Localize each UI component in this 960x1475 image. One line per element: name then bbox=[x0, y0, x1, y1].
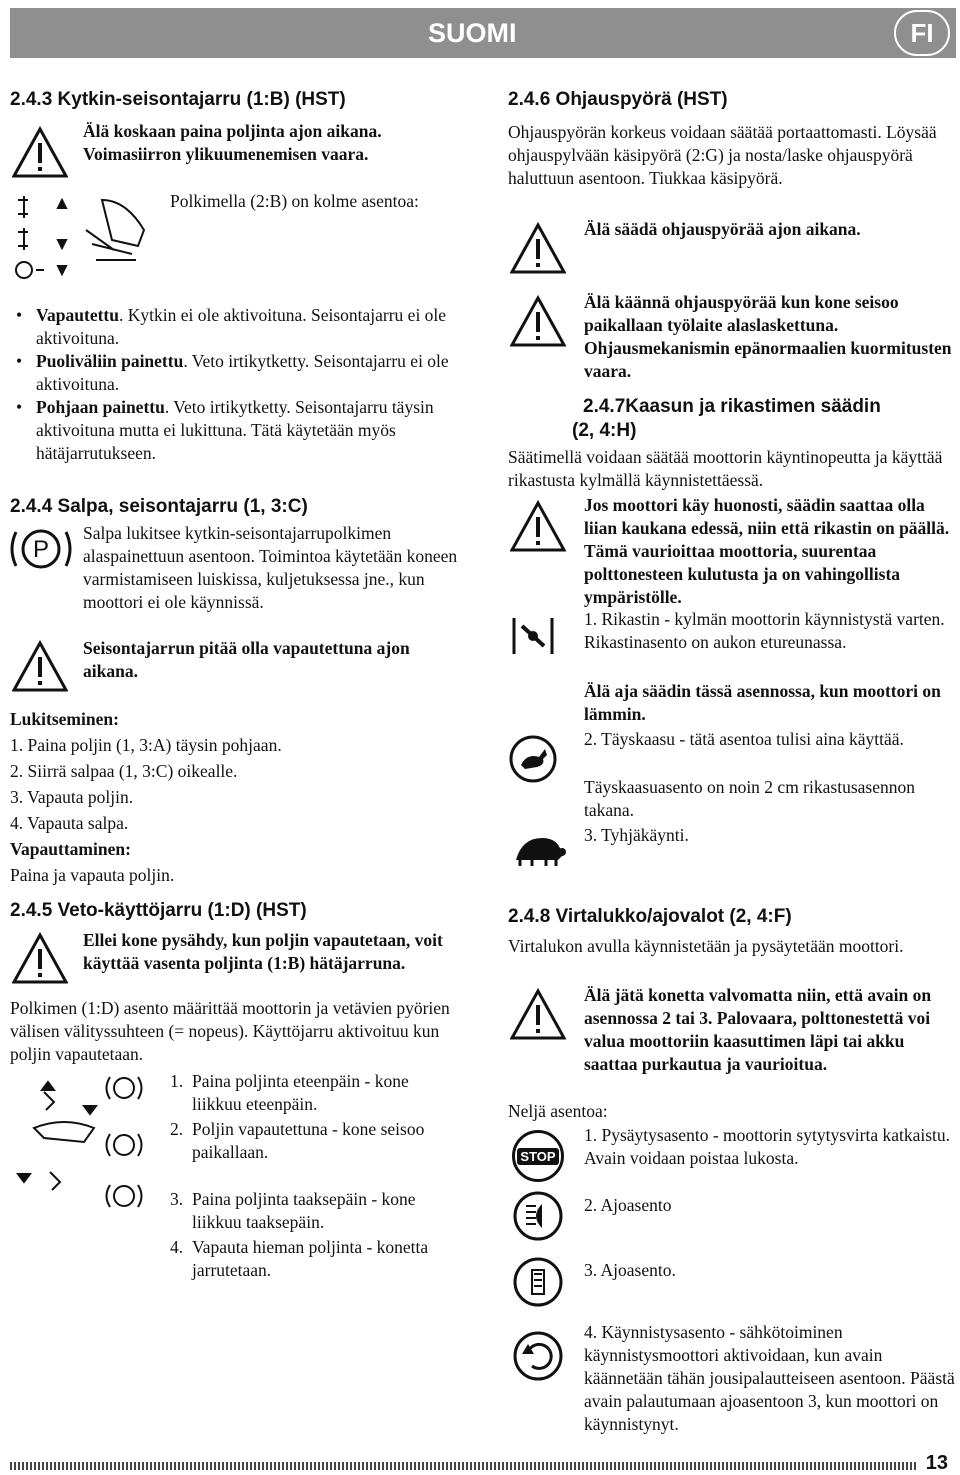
list-item: 4. Vapauta salpa. bbox=[10, 813, 129, 833]
steering-warning-2: Älä käännä ohjauspyörää kun kone seisoo paikallaan työlaite alaslaskettuna. Ohjausmekanismin epänormaalien kuormitusten vaara. bbox=[584, 292, 952, 381]
throttle-text: Säätimellä voidaan säätää moottorin käyntinopeutta ja käyttää rikastusta kylmällä käynnistettäessä. bbox=[508, 447, 943, 490]
section-title-2-4-3: 2.4.3 Kytkin-seisontajarru (1:B) (HST) bbox=[10, 89, 346, 110]
ignition-text: Virtalukon avulla käynnistetään ja pysäytetään moottori. bbox=[508, 936, 904, 956]
language-title: SUOMI bbox=[428, 18, 517, 48]
page-number: 13 bbox=[925, 1452, 948, 1474]
drive-step-4: 4. Vapauta hieman poljinta - konetta jarrutetaan. bbox=[170, 1237, 429, 1280]
drive-step-3: 3. Paina poljinta taaksepäin - kone liikkuu taaksepäin. bbox=[170, 1189, 416, 1232]
list-item: 2. Siirrä salpaa (1, 3:C) oikealle. bbox=[10, 761, 238, 781]
neutral-circle-icon bbox=[104, 1130, 144, 1160]
section-title-2-4-7: 2.4.7Kaasun ja rikastimen säädin bbox=[583, 396, 881, 417]
pedal-positions-icon bbox=[10, 190, 160, 286]
locking-heading: Lukitseminen: bbox=[10, 709, 119, 729]
language-code-badge: FI bbox=[894, 10, 950, 56]
drive-step-1: 1. Paina poljinta eteenpäin - kone liikkuu eteenpäin. bbox=[170, 1071, 409, 1114]
warning-text-2-4-3: Älä koskaan paina poljinta ajon aikana. Voimasiirron ylikuumenemisen vaara. bbox=[83, 121, 382, 164]
section-title-2-4-8: 2.4.8 Virtalukko/ajovalot (2, 4:F) bbox=[508, 906, 792, 927]
throttle-warning: Jos moottori käy huonosti, säädin saattaa olla liian kaukana edessä, niin että rikastin on päällä. Tämä vaurioittaa moottoria, suurentaa polttonesteen kulutusta ja on vahingollista ympäristölle. bbox=[584, 495, 950, 607]
forward-circle-icon bbox=[104, 1073, 144, 1103]
idle-text: 3. Tyhjäkäynti. bbox=[584, 825, 689, 845]
svg-text:P: P bbox=[32, 536, 50, 563]
warning-text-2-4-4: Seisontajarrun pitää olla vapautettuna ajon aikana. bbox=[83, 638, 410, 681]
section-title-2-4-5: 2.4.5 Veto-käyttöjarru (1:D) (HST) bbox=[10, 900, 307, 921]
stop-icon: STOP bbox=[512, 1130, 564, 1182]
rabbit-icon bbox=[508, 734, 558, 784]
section-title-2-4-6: 2.4.6 Ohjauspyörä (HST) bbox=[508, 89, 728, 110]
warning-text-2-4-5: Ellei kone pysähdy, kun poljin vapautetaan, voit käyttää vasenta poljinta (1:B) hätäjarruna. bbox=[83, 930, 443, 973]
warning-icon bbox=[510, 500, 566, 552]
list-item: • Puoliväliin painettu. Veto irtikytketty. Seisontajarru ei ole aktivoituna. bbox=[10, 350, 460, 396]
list-item: • Vapautettu. Kytkin ei ole aktivoituna. Seisontajarru ei ole aktivoituna. bbox=[10, 304, 460, 350]
light-icon bbox=[512, 1190, 564, 1242]
drive-pedal-text: Polkimen (1:D) asento määrittää moottorin ja vetävien pyörien välisen välityssuhteen (= nopeus). Käyttöjarru aktivoituu kun poljin vapautetaan. bbox=[10, 998, 450, 1064]
turtle-icon bbox=[508, 834, 568, 870]
key-position-1: 1. Pysäytysasento - moottorin sytytysvirta katkaistu. Avain voidaan poistaa lukosta. bbox=[584, 1125, 951, 1168]
release-text: Paina ja vapauta poljin. bbox=[10, 865, 175, 885]
steering-text: Ohjauspyörän korkeus voidaan säätää portaattomasti. Löysää ohjauspylvään käsipyörä (2:G) ja nosta/laske ohjauspyörä haluttuun asentoon. Tiukkaa käsipyörä. bbox=[508, 122, 937, 188]
list-item: 3. Vapauta poljin. bbox=[10, 787, 134, 807]
pedal-positions-list bbox=[10, 304, 460, 465]
parking-brake-icon bbox=[8, 524, 74, 574]
choke-position-text: 1. Rikastin - kylmän moottorin käynnistystä varten. Rikastinasento on aukon etureunassa. bbox=[584, 609, 945, 652]
list-item: 1. Paina poljin (1, 3:A) täysin pohjaan. bbox=[10, 735, 282, 755]
ignition-intro: Neljä asentoa: bbox=[508, 1101, 608, 1121]
ignition-warning: Älä jätä konetta valvomatta niin, että avain on asennossa 2 tai 3. Palovaara, polttonestettä voi valua moottoriin kaasuttimen läpi tai akku saattaa purkautua ja vaurioitua. bbox=[584, 985, 932, 1074]
latch-description: Salpa lukitsee kytkin-seisontajarrupolkimen alaspainettuun asentoon. Toimintoa käytetään koneen varmistamiseen luiskissa, kuljetuksessa jne., kun moottori ei ole käynnissä. bbox=[83, 523, 458, 612]
steering-warning-1: Älä säädä ohjauspyörää ajon aikana. bbox=[584, 219, 861, 239]
section-title-2-4-4: 2.4.4 Salpa, seisontajarru (1, 3:C) bbox=[10, 496, 308, 517]
locking-steps bbox=[10, 734, 460, 838]
footer-rule bbox=[10, 1462, 918, 1470]
warning-icon bbox=[510, 988, 566, 1040]
key-position-4: 4. Käynnistysasento - sähkötoiminen käynnistysmoottori aktivoidaan, kun avain käännetään tähän jousipalautteiseen asentoon. Päästä avain palautumaan ajoasentoon 3, kun moottori on käynnistynyt. bbox=[584, 1322, 955, 1434]
engine-run-icon bbox=[512, 1256, 564, 1308]
full-throttle-text: 2. Täyskaasu - tätä asentoa tulisi aina käyttää. bbox=[584, 729, 904, 749]
page-header-bar bbox=[10, 8, 956, 58]
pedal-intro: Polkimella (2:B) on kolme asentoa: bbox=[170, 191, 419, 211]
choke-position-warning: Älä aja säädin tässä asennossa, kun moottori on lämmin. bbox=[584, 681, 941, 724]
warning-icon bbox=[12, 126, 68, 178]
warning-icon bbox=[510, 295, 566, 347]
start-icon bbox=[512, 1330, 564, 1382]
drive-step-2: 2. Poljin vapautettuna - kone seisoo paikallaan. bbox=[170, 1119, 425, 1162]
warning-icon bbox=[12, 932, 68, 984]
reverse-circle-icon bbox=[104, 1181, 144, 1211]
release-heading: Vapauttaminen: bbox=[10, 839, 131, 859]
key-position-3: 3. Ajoasento. bbox=[584, 1260, 676, 1280]
choke-icon bbox=[510, 616, 556, 656]
warning-icon bbox=[12, 640, 68, 692]
list-item: • Pohjaan painettu. Veto irtikytketty. Seisontajarru täysin aktivoituna mutta ei lukittuna. Tätä käytetään myös hätäjarrutukseen. bbox=[10, 396, 460, 465]
full-throttle-note: Täyskaasuasento on noin 2 cm rikastusasennon takana. bbox=[584, 777, 915, 820]
key-position-2: 2. Ajoasento bbox=[584, 1195, 672, 1215]
warning-icon bbox=[510, 222, 566, 274]
section-title-2-4-7-ref: (2, 4:H) bbox=[572, 420, 637, 441]
